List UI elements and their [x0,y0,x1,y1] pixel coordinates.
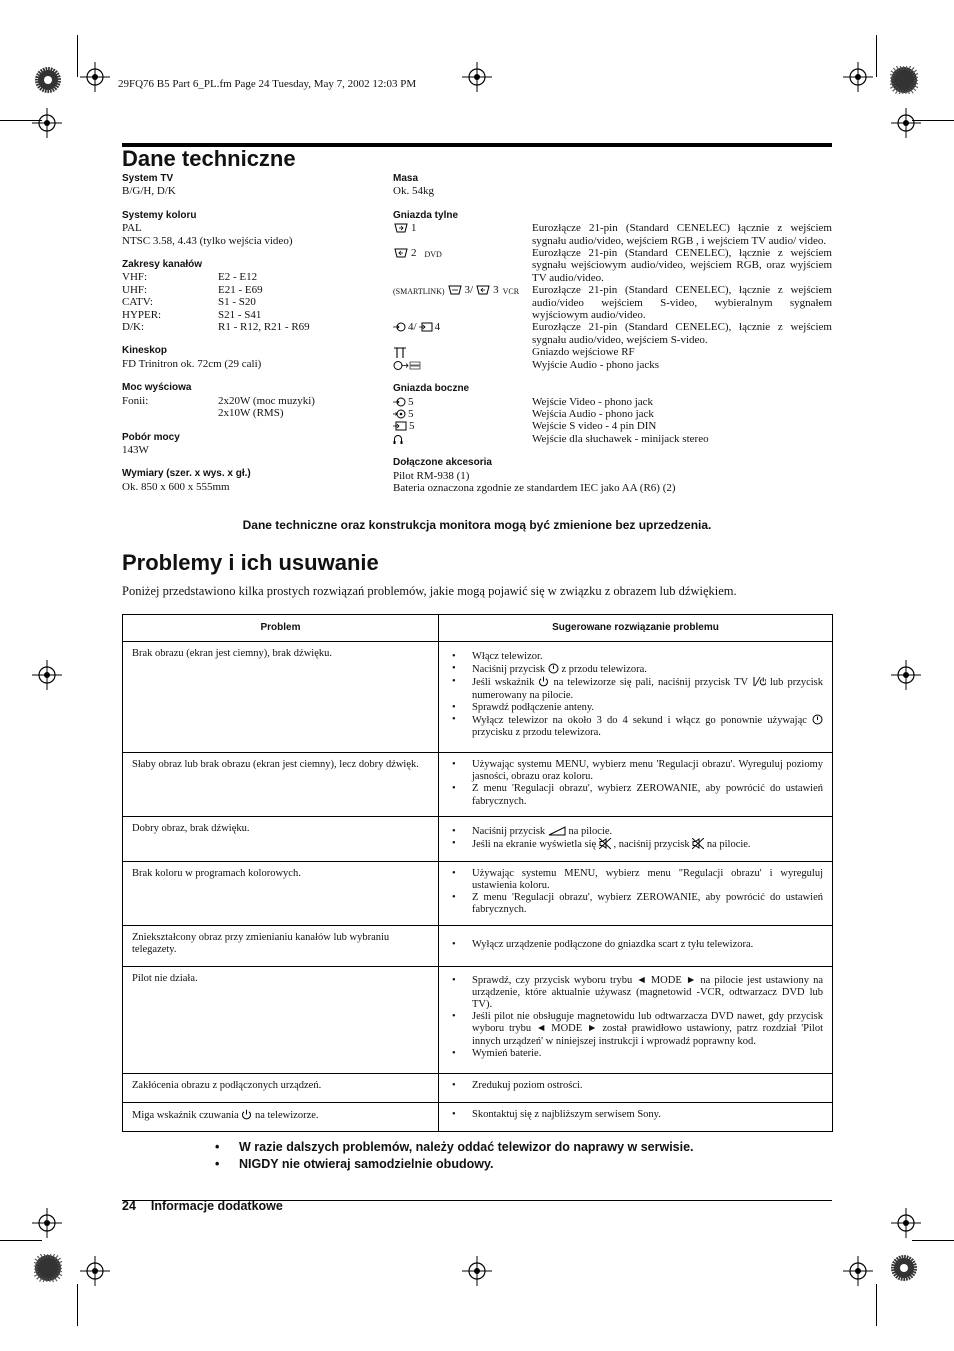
video-input-icon [393,322,406,332]
color-rosette-icon [34,66,62,94]
spec-value: R1 - R12, R21 - R69 [218,321,310,334]
spec-label: Pobór mocy [122,431,180,443]
socket-row [393,247,833,284]
socket-description: Wejście dla słuchawek - minijack stereo [532,432,709,445]
socket-number: 3/ [464,284,474,297]
problem-cell: Słaby obraz lub brak obrazu (ekran jest ciemny), lecz dobry dźwięk. [123,753,439,817]
mute-icon [692,838,704,849]
spec-value: PAL [122,222,142,235]
socket-number: 5 [408,407,414,420]
registration-mark-icon [462,1256,492,1286]
solution-item: • Naciśnij przycisk na pilocie. [448,826,823,838]
page-number: 24 [122,1199,136,1213]
spec-value: 2x10W (RMS) [218,407,284,420]
spec-key: VHF: [122,271,148,284]
column-header-problem: Problem [123,615,439,642]
spec-value: Ok. 54kg [393,185,434,198]
color-rosette-icon [34,1254,62,1282]
socket-description: Wyjście Audio - phono jacks [532,358,660,371]
spec-label: Moc wyściowa [122,382,192,394]
registration-mark-icon [462,62,492,92]
troubleshooting-table [122,614,833,1132]
spec-row [122,309,382,321]
solution-item: • Używając systemu MENU, wybierz menu "Regulacji obrazu' i wyreguluj ustawienia koloru. [448,868,823,892]
solution-item: • Włącz telewizor. [448,651,823,663]
troubleshooting-intro: Poniżej przedstawiono kilka prostych rozwiązań problemów, jakie mogą pojawić się w związku z obrazem lub dźwiękiem. [122,584,737,598]
spec-row [122,321,382,333]
socket-description: Eurozłącze 21-pin (Standard CENELEC), łącznie z wejściem audio/video wejściem S-video, wybieralnym sygnałem wyjściowym audio/video. [532,284,832,322]
scart-icon [475,285,491,295]
socket-row [393,284,833,321]
socket-row [393,346,833,358]
solution-cell [439,753,833,817]
column-header-solution: Sugerowane rozwiązanie problemu [439,615,833,642]
spec-row [122,271,382,283]
solution-item: • Z menu 'Regulacji obrazu', wybierz ZEROWANIE, aby powrócić do ustawień fabrycznych. [448,783,823,807]
specs-right-column [393,173,833,494]
table-row [123,1073,833,1102]
solution-item: • Jeśli na ekranie wyświetla się , naciśnij przycisk na pilocie. [448,838,823,851]
registration-mark-icon [843,62,873,92]
spec-key: CATV: [122,296,153,309]
spec-value: Pilot RM-938 (1) [393,469,470,482]
spec-row [122,395,382,407]
spec-value: NTSC 3.58, 4.43 (tylko wejścia video) [122,234,293,247]
registration-mark-icon [891,660,921,690]
table-row [123,1102,833,1131]
solution-cell [439,816,833,861]
registration-mark-icon [80,1256,110,1286]
spec-label: System TV [122,173,174,184]
warning-list [215,1139,694,1173]
scart-icon [447,285,463,295]
socket-number: 1 [411,222,417,235]
socket-description: Gniazdo wejściowe RF [532,346,635,359]
warning-item: • W razie dalszych problemów, należy oddać telewizor do naprawy w serwisie. [215,1139,694,1156]
troubleshooting-title: Problemy i ich usuwanie [122,550,379,575]
table-row [123,861,833,925]
solution-item: • Wymień baterie. [448,1048,823,1060]
registration-mark-icon [891,108,921,138]
solution-item: • Skontaktuj się z najbliższym serwisem Sony. [448,1109,823,1121]
registration-mark-icon [32,108,62,138]
spec-value: FD Trinitron ok. 72cm (29 cali) [122,357,262,370]
socket-description: Eurozłącze 21-pin (Standard CENELEC), łącznie z wejściem sygnału audio/video, wejściem S-video. [532,321,832,346]
standby-icon [538,676,549,687]
volume-icon [548,826,566,836]
spec-value: Ok. 850 x 600 x 555mm [122,480,230,493]
solution-cell [439,1102,833,1131]
spec-label: Gniazda tylne [393,209,459,221]
antenna-icon [393,347,407,358]
spec-row [122,407,382,419]
solution-item: • Sprawdź, czy przycisk wyboru trybu ◄ MODE ► na pilocie jest ustawiony na urządzenie, które aktualnie używasz (magnetowid -VCR, odtwarzacz DVD lub TV). [448,975,823,1012]
registration-mark-icon [80,62,110,92]
headphones-icon [393,434,403,445]
registration-mark-icon [891,1208,921,1238]
spec-value: S21 - S41 [218,308,262,321]
crop-mark [0,1240,42,1241]
socket-row [393,222,833,247]
solution-item: • Jeśli wskaźnik na telewizorze się pali, naciśnij przycisk TV lub przycisk numerowany na pilocie. [448,676,823,701]
spec-label: Dołączone akcesoria [393,457,492,469]
specs-title: Dane techniczne [122,146,296,171]
footer-section: Informacje dodatkowe [150,1199,283,1213]
crop-mark [912,1240,954,1241]
video-input-icon [393,397,406,407]
s-video-icon [393,421,407,431]
socket-number: 3 [493,284,499,297]
socket-number: 5 [409,420,415,433]
socket-tag: VCR [502,287,520,297]
socket-description: Wejście S video - 4 pin DIN [532,420,657,433]
solution-item: • Jeśli pilot nie obsługuje magnetowidu lub odtwarzacza DVD nawet, gdy przycisk wyboru trybu ◄ MODE ► został prawidłowo ustawiony, patrz rozdział 'Pilot innych urządzeń' w niniejszej instrukcji i wprowadź poprawny kod. [448,1011,823,1048]
spec-row [122,296,382,308]
file-stamp: 29FQ76 B5 Part 6_PL.fm Page 24 Tuesday, May 7, 2002 12:03 PM [118,78,417,90]
problem-cell: Brak obrazu (ekran jest ciemny), brak dźwięku. [123,642,439,753]
spec-value: B/G/H, D/K [122,185,176,198]
socket-tag: DVD [424,250,442,260]
spec-value: E2 - E12 [218,271,258,284]
spec-value: S1 - S20 [218,296,256,309]
solution-cell [439,861,833,925]
tv-standby-icon [752,676,766,687]
specs-note: Dane techniczne oraz konstrukcja monitora mogą być zmienione bez uprzedzenia. [242,518,712,532]
socket-description: Wejście Video - phono jack [532,395,654,408]
socket-number: 5 [408,395,414,408]
spec-label: Wymiary (szer. x wys. x gł.) [122,468,251,480]
spec-label: Zakresy kanałów [122,259,203,271]
socket-row [393,408,833,420]
socket-number: 4 [434,321,441,334]
problem-cell: Dobry obraz, brak dźwięku. [123,816,439,861]
crop-mark [876,1284,877,1326]
spec-value: E21 - E69 [218,283,263,296]
socket-row [393,359,833,371]
solution-item: • Z menu 'Regulacji obrazu', wybierz ZEROWANIE, aby powrócić do ustawień fabrycznych. [448,892,823,916]
table-header-row [123,615,833,642]
scart-icon [393,223,409,233]
socket-description: Eurozłącze 21-pin (Standard CENELEC), łącznie z wejściem sygnału wejściowym audio/video, wejściem RGB, oraz wyjściem TV audio/video. [532,247,832,284]
audio-input-icon [393,409,406,419]
color-rosette-icon [890,1254,918,1282]
color-rosette-icon [890,66,918,94]
spec-row [122,284,382,296]
registration-mark-icon [843,1256,873,1286]
solution-cell [439,1073,833,1102]
table-row [123,925,833,966]
scart-icon [393,248,409,258]
table-row [123,642,833,753]
s-video-icon [419,322,433,332]
solution-item: • Wyłącz urządzenie podłączone do gniazdka scart z tyłu telewizora. [448,939,823,951]
problem-cell: Miga wskaźnik czuwania na telewizorze. [123,1102,439,1131]
problem-cell: Pilot nie działa. [123,966,439,1073]
audio-output-icon [393,360,421,371]
solution-cell [439,642,833,753]
solution-cell [439,925,833,966]
specs-left-column [122,173,382,493]
problem-cell: Zniekształcony obraz przy zmienianiu kanałów lub wybraniu telegazety. [123,925,439,966]
registration-mark-icon [32,660,62,690]
table-row [123,816,833,861]
socket-description: Wejścia Audio - phono jack [532,407,654,420]
spec-key: UHF: [122,283,148,296]
spec-key: D/K: [122,321,144,334]
problem-cell: Brak koloru w programach kolorowych. [123,861,439,925]
spec-value: Bateria oznaczona zgodnie ze standardem IEC jako AA (R6) (2) [393,481,676,494]
spec-key: Fonii: [122,394,149,407]
solution-item: • Naciśnij przycisk z przodu telewizora. [448,663,823,676]
solution-item: • Używając systemu MENU, wybierz menu 'Regulacji obrazu'. Wyreguluj poziomy jasności, obrazu oraz koloru. [448,759,823,783]
problem-cell: Zakłócenia obrazu z podłączonych urządzeń. [123,1073,439,1102]
socket-tag: (SMARTLINK) [393,287,445,297]
spec-label: Gniazda boczne [393,383,470,395]
solution-cell [439,966,833,1073]
mute-icon [599,838,611,849]
crop-mark [77,35,78,77]
socket-row [393,433,833,445]
socket-row [393,321,833,346]
solution-item: • Wyłącz telewizor na około 3 do 4 sekund i włącz go ponownie używając przycisku z przodu telewizora. [448,714,823,739]
registration-mark-icon [32,1208,62,1238]
spec-key: HYPER: [122,308,162,321]
crop-mark [876,35,877,77]
socket-row [393,420,833,432]
table-row [123,966,833,1073]
spec-value: 2x20W (moc muzyki) [218,394,315,407]
socket-number: 4/ [408,321,417,334]
socket-number: 2 [411,247,417,260]
power-button-icon [812,714,823,725]
crop-mark [77,1284,78,1326]
solution-item: • Zredukuj poziom ostrości. [448,1080,823,1092]
socket-description: Eurozłącze 21-pin (Standard CENELEC) łącznie z wejściem sygnału audio/video, wejściem RGB , i wejściem TV audio/ video. [532,222,832,247]
spec-label: Systemy koloru [122,209,197,221]
page-footer [122,1199,283,1213]
spec-label: Masa [393,173,419,184]
table-row [123,753,833,817]
spec-value: 143W [122,443,149,456]
solution-item: • Sprawdź podłączenie anteny. [448,702,823,714]
power-button-icon [548,663,559,674]
standby-icon [241,1109,252,1120]
spec-label: Kineskop [122,345,168,357]
warning-item: • NIGDY nie otwieraj samodzielnie obudowy. [215,1156,694,1173]
socket-row [393,396,833,408]
